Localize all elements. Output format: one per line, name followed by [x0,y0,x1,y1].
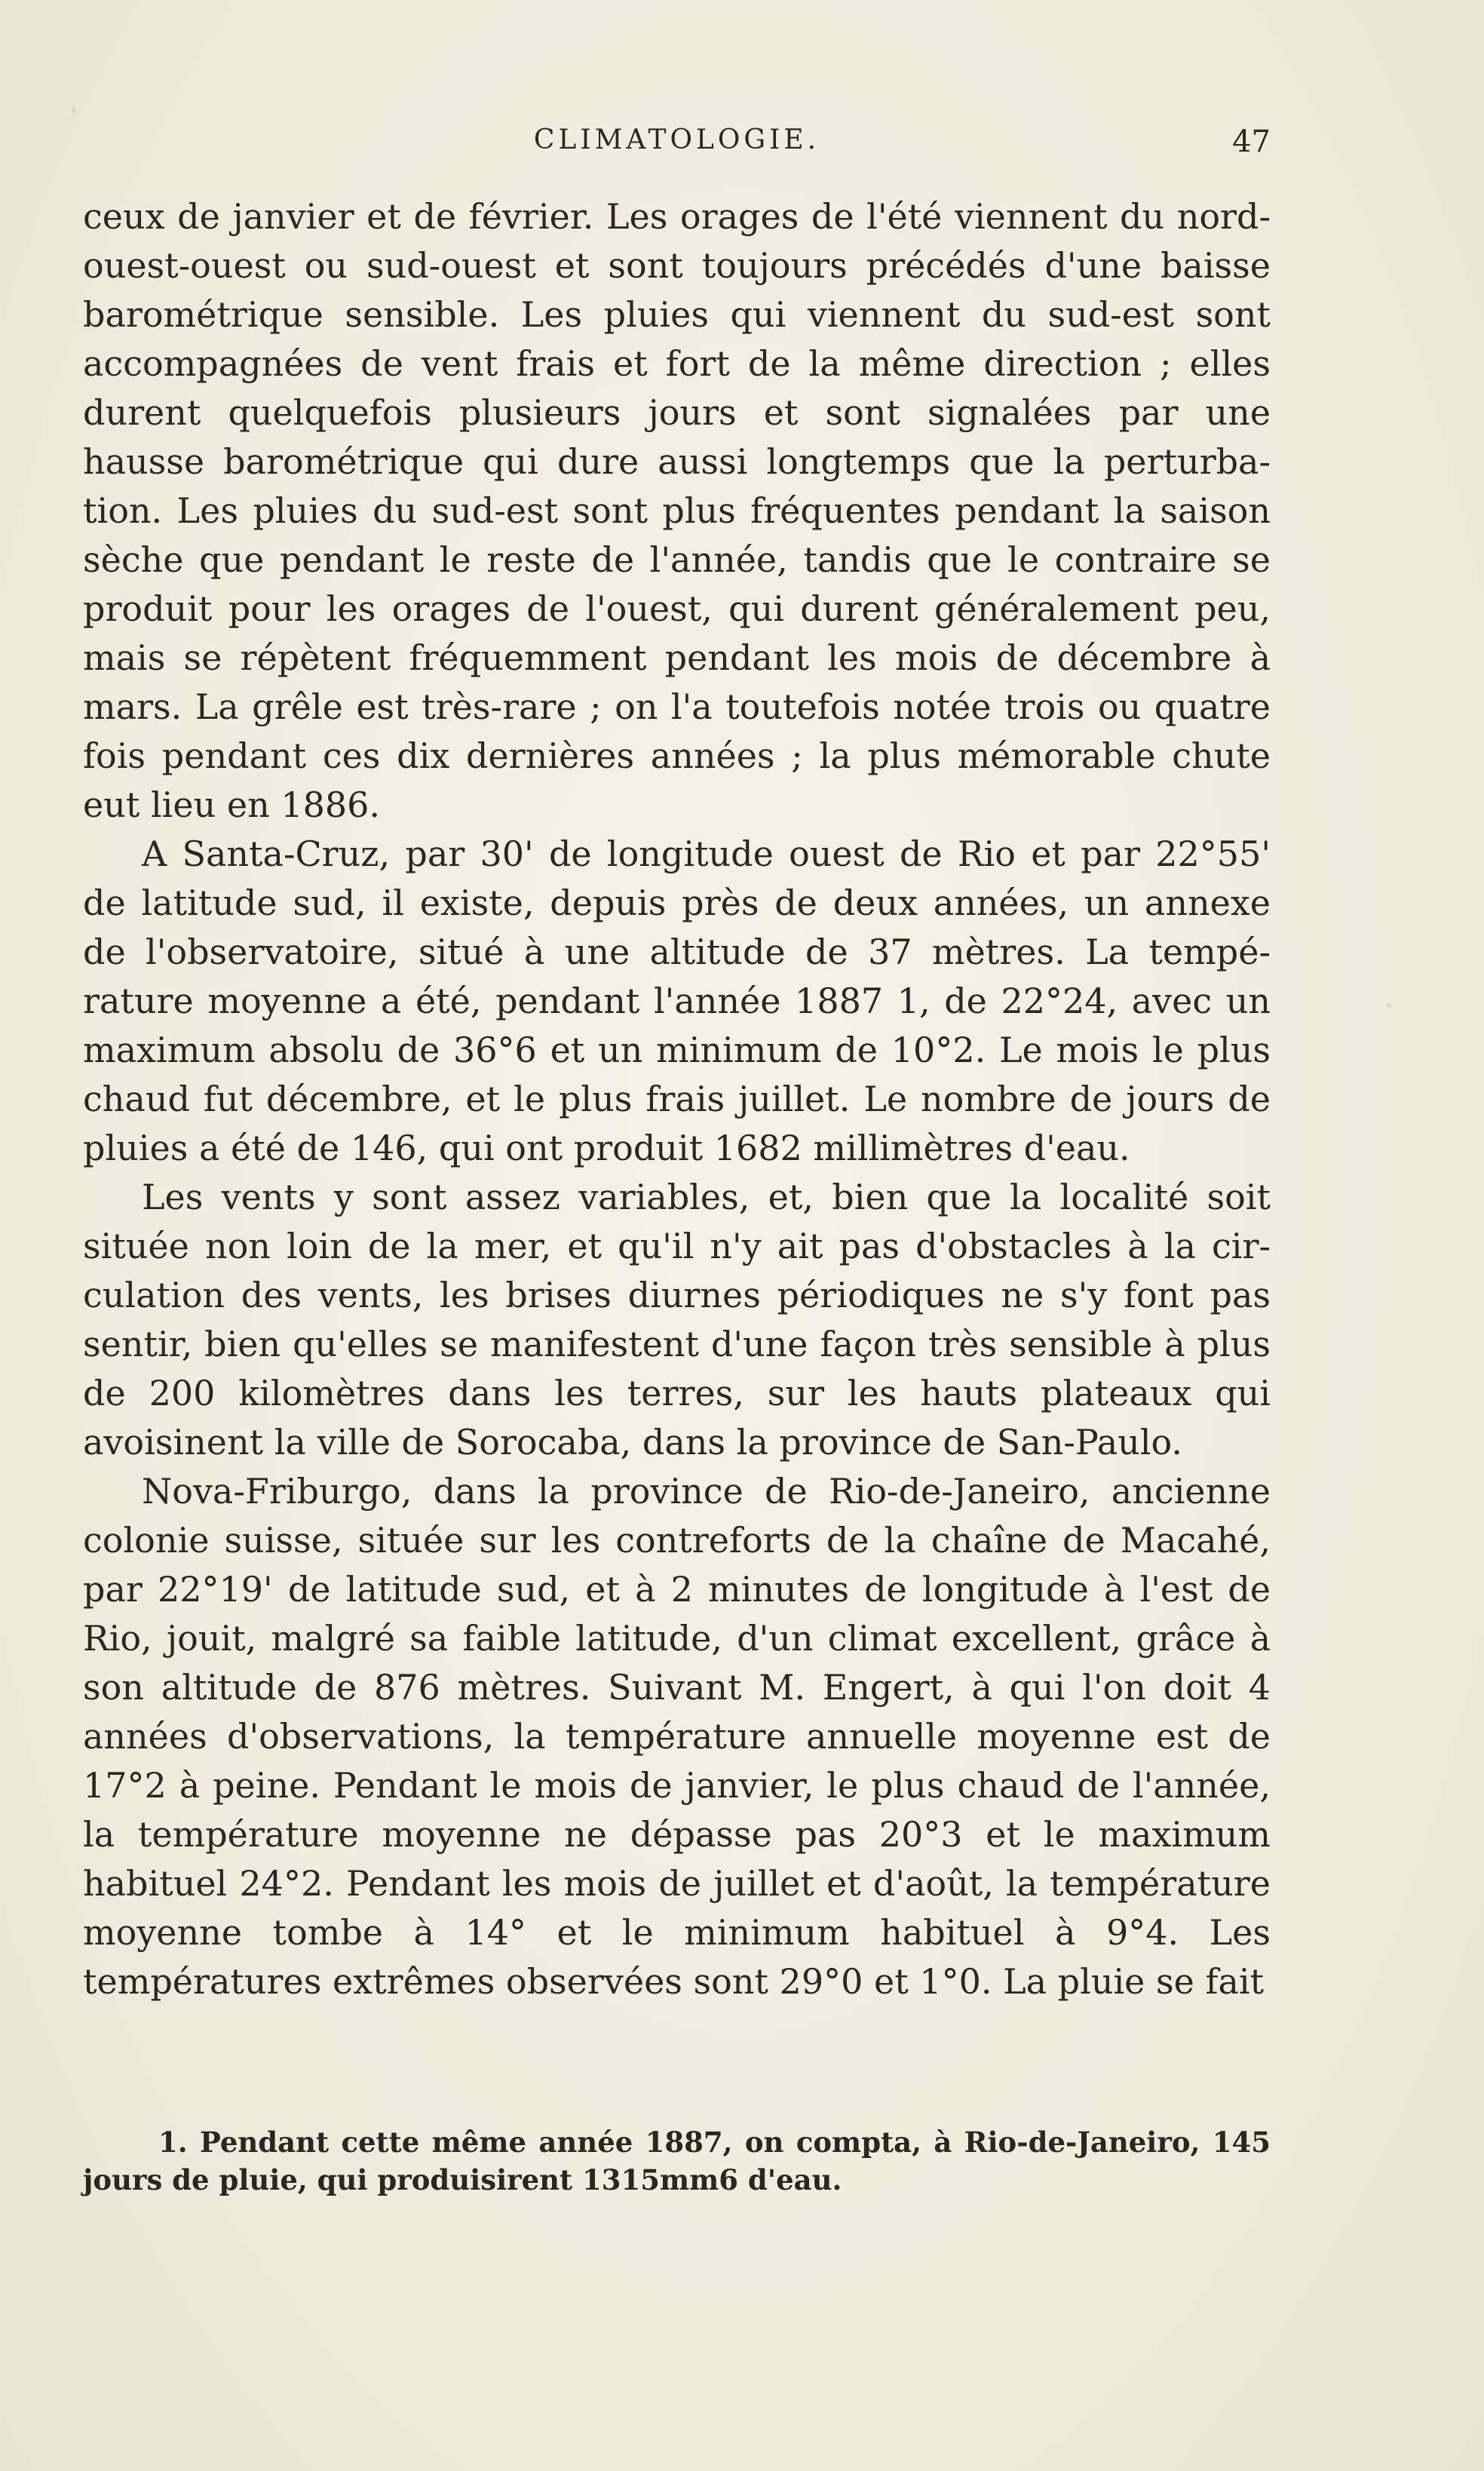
paragraph: ceux de janvier et de février. Les orages de l'été viennent du nord-ouest-ouest ou sud-ouest et sont toujours précédés d'une baisse barométrique sensible. Les pluies qui viennent du sud-est sont accompagnées de vent frais et fort de la même direction ; elles durent quelquefois plusieurs jours et sont signalées par une hausse barométrique qui dure aussi longtemps que la perturbation. Les pluies du sud-est sont plus fréquentes pendant la saison sèche que pendant le reste de l'année, tandis que le contraire se produit pour les orages de l'ouest, qui durent généralement peu, mais se répètent fréquemment pendant les mois de décembre à mars. La grêle est très-rare ; on l'a toutefois notée trois ou quatre fois pendant ces dix dernières années ; la plus mémorable chute eut lieu en 1886. [83,196,1271,825]
footnotes [83,2123,1271,2199]
page-header [83,124,1271,170]
paragraph: A Santa-Cruz, par 30' de longitude ouest de Rio et par 22°55' de latitude sud, il existe, depuis près de deux années, un annexe de l'observatoire, situé à une altitude de 37 mètres. La température moyenne a été, pendant l'année 1887 1, de 22°24, avec un maximum absolu de 36°6 et un minimum de 10°2. Le mois le plus chaud fut décembre, et le plus frais juillet. Le nombre de jours de pluies a été de 146, qui ont produit 1682 millimètres d'eau. [83,833,1271,1168]
paper-spot [72,106,75,115]
paragraph: Nova-Friburgo, dans la province de Rio-de-Janeiro, ancienne colonie suisse, située sur les contreforts de la chaîne de Macahé, par 22°19' de latitude sud, et à 2 minutes de longitude à l'est de Rio, jouit, malgré sa faible latitude, d'un climat excellent, grâce à son altitude de 876 mètres. Suivant M. Engert, à qui l'on doit 4 années d'observations, la température annuelle moyenne est de 17°2 à peine. Pendant le mois de janvier, le plus chaud de l'année, la température moyenne ne dépasse pas 20°3 et le maximum habituel 24°2. Pendant les mois de juillet et d'août, la température moyenne tombe à 14° et le minimum habituel à 9°4. Les températures extrêmes observées sont 29°0 et 1°0. La pluie se fait [83,1471,1271,2002]
footnote: 1. Pendant cette même année 1887, on compta, à Rio-de-Janeiro, 145 jours de pluie, qui produisirent 1315mm6 d'eau. [83,2126,1271,2196]
page-number: 47 [1232,124,1271,159]
body-text [83,192,1271,2006]
paragraph: Les vents y sont assez variables, et, bien que la localité soit située non loin de la mer, et qu'il n'y ait pas d'obstacles à la circulation des vents, les brises diurnes périodiques ne s'y font pas sentir, bien qu'elles se manifestent d'une façon très sensible à plus de 200 kilomètres dans les terres, sur les hauts plateaux qui avoisinent la ville de Sorocaba, dans la province de San-Paulo. [83,1177,1271,1463]
running-head: CLIMATOLOGIE. [533,124,820,155]
paper-spot [1386,1003,1392,1008]
